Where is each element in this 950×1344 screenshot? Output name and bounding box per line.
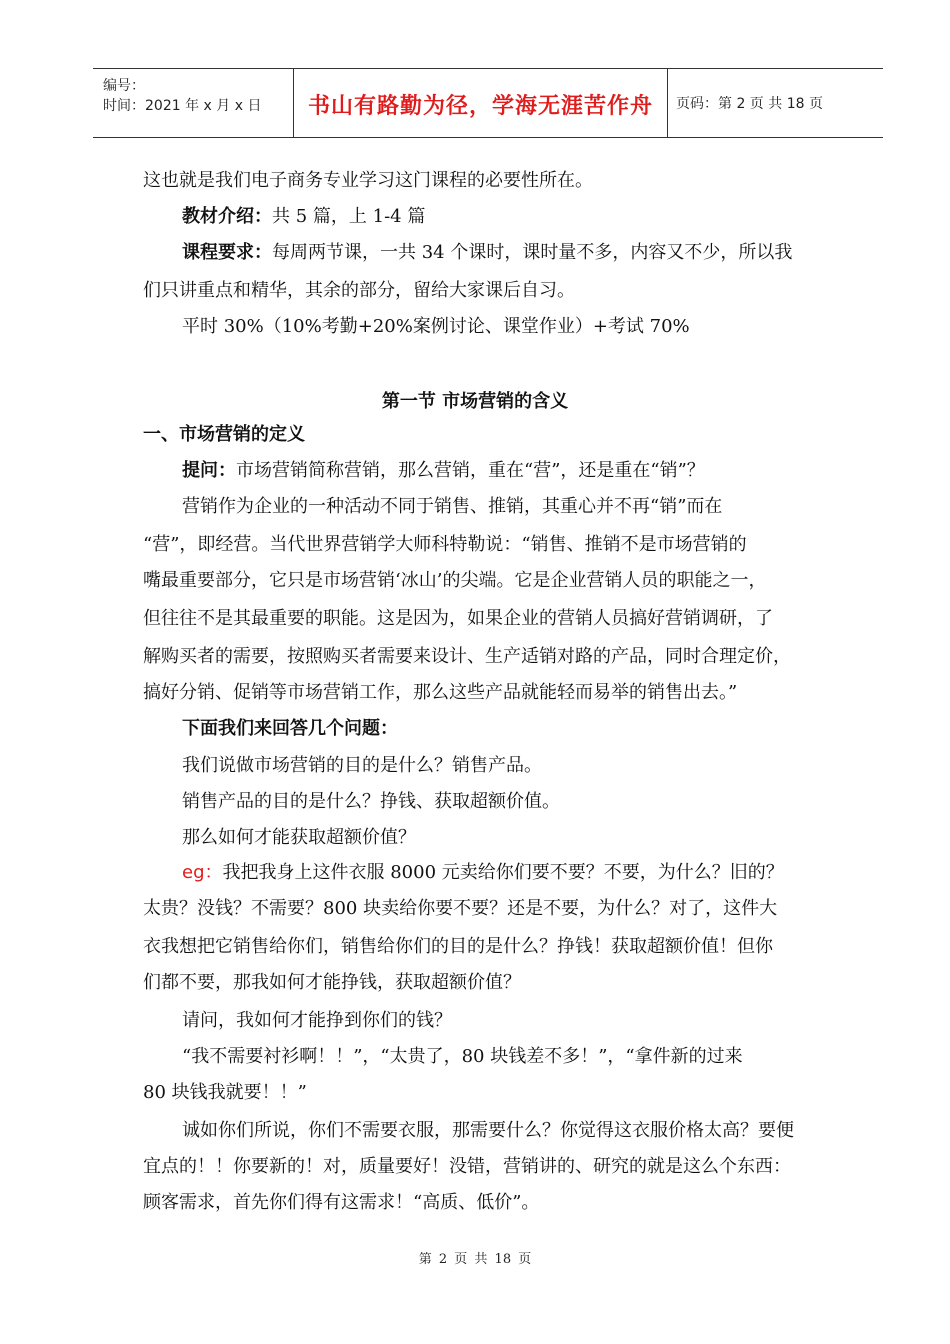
paragraph-line: 诚如你们所说，你们不需要衣服，那需要什么？你觉得这衣服价格太高？要便 (182, 1120, 794, 1141)
quote-line: 80 块钱我就要！！” (143, 1082, 307, 1103)
paragraph-line: 嘴最重要部分，它只是市场营销‘冰山’的尖端。它是企业营销人员的职能之一， (143, 570, 767, 591)
time-label: 时间：2021 年 x 月 x 日 (103, 98, 262, 114)
section-title: 第一节 市场营销的含义 (381, 391, 569, 412)
paragraph-line: 但往往不是其最重要的职能。这是因为，如果企业的营销人员搞好营销调研，了 (143, 608, 773, 629)
heading-definition: 一、市场营销的定义 (143, 424, 305, 445)
requirement-line-2: 们只讲重点和精华，其余的部分，留给大家课后自习。 (143, 280, 575, 301)
requirement-label: 课程要求： (182, 242, 272, 263)
grading-line: 平时 30%（10%考勤+20%案例讨论、课堂作业）+考试 70% (182, 316, 690, 337)
document-header (93, 68, 883, 138)
paragraph-intro: 这也就是我们电子商务专业学习这门课程的必要性所在。 (143, 170, 593, 191)
paragraph-line: 营销作为企业的一种活动不同于销售、推销，其重心并不再“销”而在 (182, 496, 723, 517)
header-meta-cell (93, 69, 294, 137)
page-code: 页码：第 2 页 共 18 页 (676, 96, 823, 112)
example-text: 我把我身上这件衣服 8000 元卖给你们要不要？不要，为什么？旧的？ (222, 862, 784, 883)
paragraph-line: 解购买者的需要，按照购买者需要来设计、生产适销对路的产品，同时合理定价， (143, 646, 791, 667)
paragraph-line: 顾客需求，首先你们得有这需求！“高质、低价”。 (143, 1192, 540, 1213)
example-label: eg： (182, 862, 223, 883)
question-1: 我们说做市场营销的目的是什么？销售产品。 (182, 755, 542, 776)
paragraph-line: 宜点的！！你要新的！对，质量要好！没错，营销讲的、研究的就是这么个东西： (143, 1156, 791, 1177)
question-label: 提问： (182, 460, 236, 481)
example-line: 太贵？没钱？不需要？800 块卖给你要不要？还是不要，为什么？对了，这件大 (143, 898, 778, 919)
paragraph-line: “营”，即经营。当代世界营销学大师科特勒说：“销售、推销不是市场营销的 (143, 534, 747, 555)
ask-line: 请问，我如何才能挣到你们的钱？ (182, 1010, 452, 1031)
question-line (182, 460, 705, 482)
header-motto-cell (294, 69, 668, 137)
question-3: 那么如何才能获取超额价值？ (182, 827, 416, 848)
quote-line: “我不需要衬衫啊！！”，“太贵了，80 块钱差不多！”，“拿件新的过来 (182, 1046, 743, 1067)
header-page-cell (668, 69, 883, 137)
page-footer: 第 2 页 共 18 页 (418, 1252, 532, 1267)
example-line: 们都不要，那我如何才能挣钱，获取超额价值？ (143, 972, 521, 993)
requirement-text: 每周两节课，一共 34 个课时，课时量不多，内容又不少，所以我 (272, 242, 793, 263)
example-line: 衣我想把它销售给你们，销售给你们的目的是什么？挣钱！获取超额价值！但你 (143, 936, 773, 957)
motto: 书山有路勤为径，学海无涯苦作舟 (307, 94, 653, 119)
answer-heading: 下面我们来回答几个问题： (182, 718, 398, 739)
textbook-line (182, 206, 425, 228)
example-line (182, 862, 784, 884)
requirement-line (182, 242, 792, 264)
paragraph-line: 搞好分销、促销等市场营销工作，那么这些产品就能轻而易举的销售出去。” (143, 682, 738, 703)
textbook-text: 共 5 篇，上 1-4 篇 (272, 206, 426, 227)
question-text: 市场营销简称营销，那么营销，重在“营”，还是重在“销”？ (236, 460, 705, 481)
question-2: 销售产品的目的是什么？挣钱、获取超额价值。 (182, 791, 560, 812)
textbook-label: 教材介绍： (182, 206, 272, 227)
number-label: 编号： (103, 78, 145, 94)
